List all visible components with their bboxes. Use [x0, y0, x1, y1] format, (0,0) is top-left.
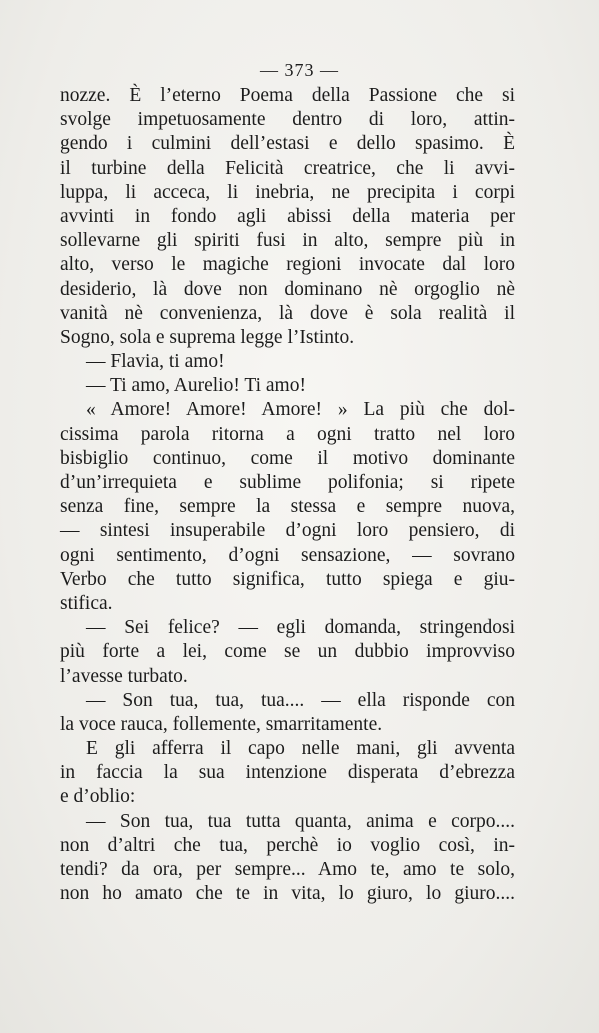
text-line: luppa, li acceca, li inebria, ne precipita i corpi	[60, 181, 515, 203]
text-line: — sintesi insuperabile d’ogni loro pensiero, di	[60, 520, 515, 542]
text-line: desiderio, là dove non dominano nè orgoglio nè	[60, 278, 515, 300]
text-line: più forte a lei, come se un dubbio improvviso	[60, 641, 515, 663]
text-line: il turbine della Felicità creatrice, che li avvi-	[60, 157, 515, 179]
text-line: E gli afferra il capo nelle mani, gli avventa	[86, 738, 515, 760]
text-line: vanità nè convenienza, là dove è sola realità il	[60, 302, 515, 324]
text-line: d’un’irrequieta e sublime polifonia; si ripete	[60, 472, 515, 493]
text-line: la voce rauca, follemente, smarritamente.	[60, 713, 383, 735]
text-line: non ho amato che te in vita, lo giuro, lo giuro....	[60, 883, 515, 905]
text-line: in faccia la sua intenzione disperata d’ebrezza	[60, 762, 515, 784]
text-line: — Son tua, tua, tua.... — ella risponde con	[86, 689, 515, 711]
page-number: — 373 —	[260, 60, 339, 80]
text-line: l’avesse turbato.	[60, 665, 188, 687]
text-line: Sogno, sola e suprema legge l’Istinto.	[60, 326, 355, 348]
text-line: non d’altri che tua, perchè io voglio così, in-	[60, 834, 515, 856]
text-line: — Ti amo, Aurelio! Ti amo!	[86, 375, 306, 397]
text-line: nozze. È l’eterno Poema della Passione che si	[60, 85, 515, 106]
text-line: — Son tua, tua tutta quanta, anima e corpo....	[86, 810, 515, 832]
text-line: gendo i culmini dell’estasi e dello spasimo. È	[60, 133, 515, 155]
text-line: ogni sentimento, d’ogni sensazione, — sovrano	[60, 544, 515, 566]
text-line: senza fine, sempre la stessa e sempre nuova,	[60, 496, 515, 518]
text-line: sollevarne gli spiriti fusi in alto, sempre più in	[60, 230, 515, 252]
text-line: e d’oblio:	[60, 786, 136, 808]
text-line: tendi? da ora, per sempre... Amo te, amo te solo,	[60, 859, 515, 880]
text-line: avvinti in fondo agli abissi della materia per	[60, 205, 515, 227]
text-line: alto, verso le magiche regioni invocate dal loro	[60, 254, 515, 276]
text-line: — Sei felice? — egli domanda, stringendosi	[86, 617, 515, 639]
text-line: svolge impetuosamente dentro di loro, attin-	[60, 109, 515, 131]
text-line: bisbiglio continuo, come il motivo dominante	[60, 447, 515, 469]
text-line: cissima parola ritorna a ogni tratto nel loro	[60, 423, 515, 445]
text-line: stifica.	[60, 592, 113, 614]
text-line: — Flavia, ti amo!	[86, 351, 225, 373]
body-text	[60, 84, 515, 906]
text-line: « Amore! Amore! Amore! » La più che dol-	[86, 399, 515, 421]
text-line: Verbo che tutto significa, tutto spiega e giu-	[60, 568, 515, 590]
